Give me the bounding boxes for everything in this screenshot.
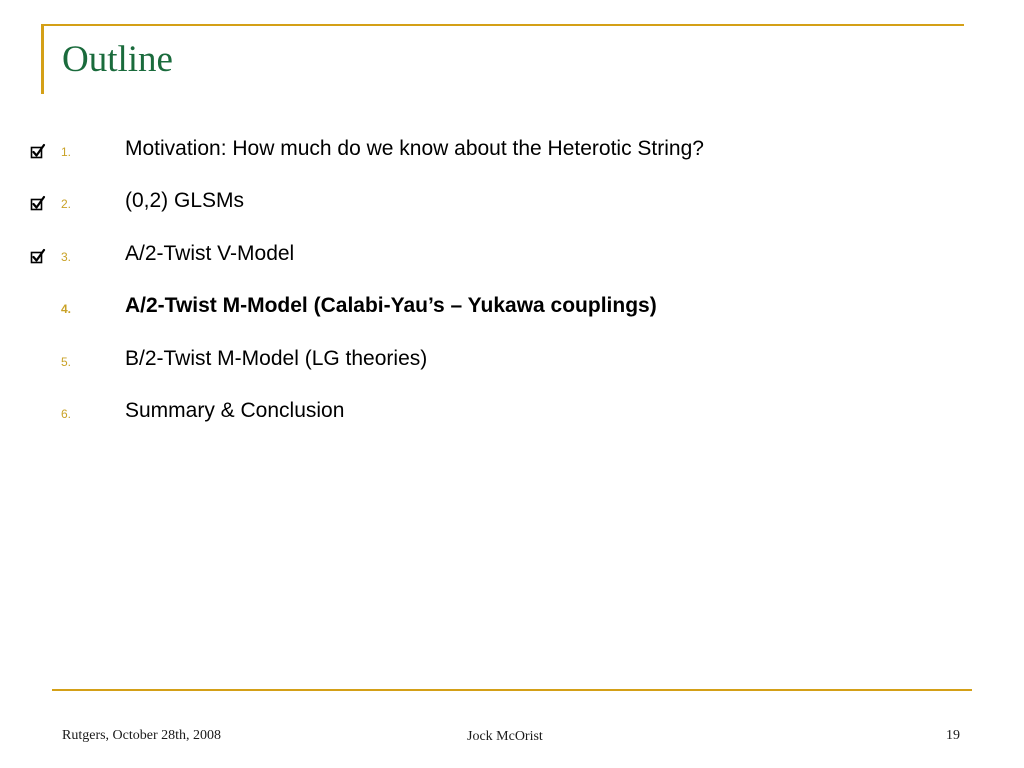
list-item-number: 6. [61, 407, 72, 421]
checkbox-checked-icon [30, 195, 46, 211]
title-frame-left-line [41, 24, 44, 94]
footer-venue-date: Rutgers, October 28th, 2008 [62, 728, 222, 743]
checkbox-checked-icon [30, 143, 46, 159]
list-item-text: (0,2) GLSMs [125, 189, 245, 212]
list-item [0, 396, 1024, 436]
list-item [0, 134, 1024, 174]
list-item-number: 5. [61, 355, 72, 369]
footer-author: Jock McOrist [467, 729, 543, 744]
footer-divider [52, 689, 972, 691]
list-item-number: 4. [61, 302, 72, 316]
list-item-number: 3. [61, 250, 72, 264]
list-item-current [0, 291, 1024, 331]
list-item-number: 2. [61, 197, 72, 211]
list-item-number: 1. [61, 145, 72, 159]
checkbox-checked-icon [30, 248, 46, 264]
title-frame-top-line [41, 24, 964, 26]
list-item-text: Motivation: How much do we know about the Heterotic String? [125, 137, 704, 160]
list-item [0, 239, 1024, 279]
list-item-text: Summary & Conclusion [125, 399, 345, 422]
list-item-text: B/2-Twist M-Model (LG theories) [125, 347, 428, 370]
list-item [0, 344, 1024, 384]
slide-number: 19 [946, 728, 960, 743]
list-item [0, 186, 1024, 226]
slide-title: Outline [62, 39, 173, 80]
list-item-text: A/2-Twist M-Model (Calabi-Yau’s – Yukawa couplings) [125, 294, 657, 317]
list-item-text: A/2-Twist V-Model [125, 242, 295, 265]
